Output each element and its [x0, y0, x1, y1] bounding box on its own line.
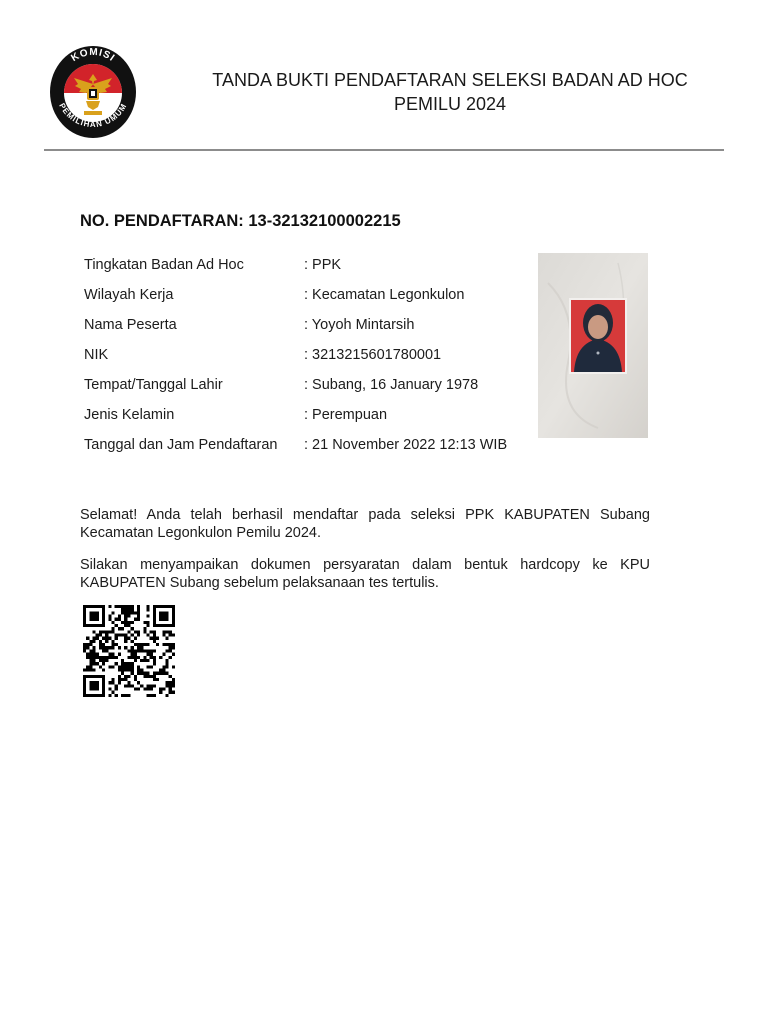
detail-label: Tingkatan Badan Ad Hoc — [84, 257, 244, 273]
registration-number: NO. PENDAFTARAN: 13-32132100002215 — [80, 212, 401, 230]
logo-top-text: KOMISI — [69, 46, 117, 65]
instruction-message: Silakan menyampaikan dokumen persyaratan dalam bentuk hardcopy ke KPU KABUPATEN Subang sebelum pelaksanaan tes tertulis. — [80, 557, 650, 591]
qr-code-icon — [80, 605, 178, 697]
detail-label: Tanggal dan Jam Pendaftaran — [84, 437, 278, 453]
detail-label: Tempat/Tanggal Lahir — [84, 377, 223, 393]
participant-photo — [538, 253, 648, 438]
header-divider — [44, 149, 724, 151]
title-line-2: PEMILU 2024 — [393, 94, 507, 114]
logo-bottom-text: PEMILIHAN UMUM — [57, 101, 129, 130]
kpu-logo-icon — [48, 44, 138, 140]
detail-label: Jenis Kelamin — [84, 407, 175, 423]
detail-label: Wilayah Kerja — [84, 287, 174, 303]
detail-value: : Perempuan — [304, 407, 388, 423]
detail-value: : 21 November 2022 12:13 WIB — [304, 437, 508, 453]
title-line-1: TANDA BUKTI PENDAFTARAN SELEKSI BADAN AD HOC — [212, 70, 688, 90]
detail-value: : Subang, 16 January 1978 — [304, 377, 479, 393]
congratulation-message: Selamat! Anda telah berhasil mendaftar pada seleksi PPK KABUPATEN Subang Kecamatan Legonkulon Pemilu 2024. — [80, 507, 650, 541]
document-title — [180, 68, 720, 116]
detail-label: Nama Peserta — [84, 317, 177, 333]
detail-value: : Kecamatan Legonkulon — [304, 287, 465, 303]
detail-label: NIK — [84, 347, 109, 363]
detail-value: : 3213215601780001 — [304, 347, 442, 363]
detail-value: : PPK — [304, 257, 342, 273]
detail-value: : Yoyoh Mintarsih — [304, 317, 415, 333]
